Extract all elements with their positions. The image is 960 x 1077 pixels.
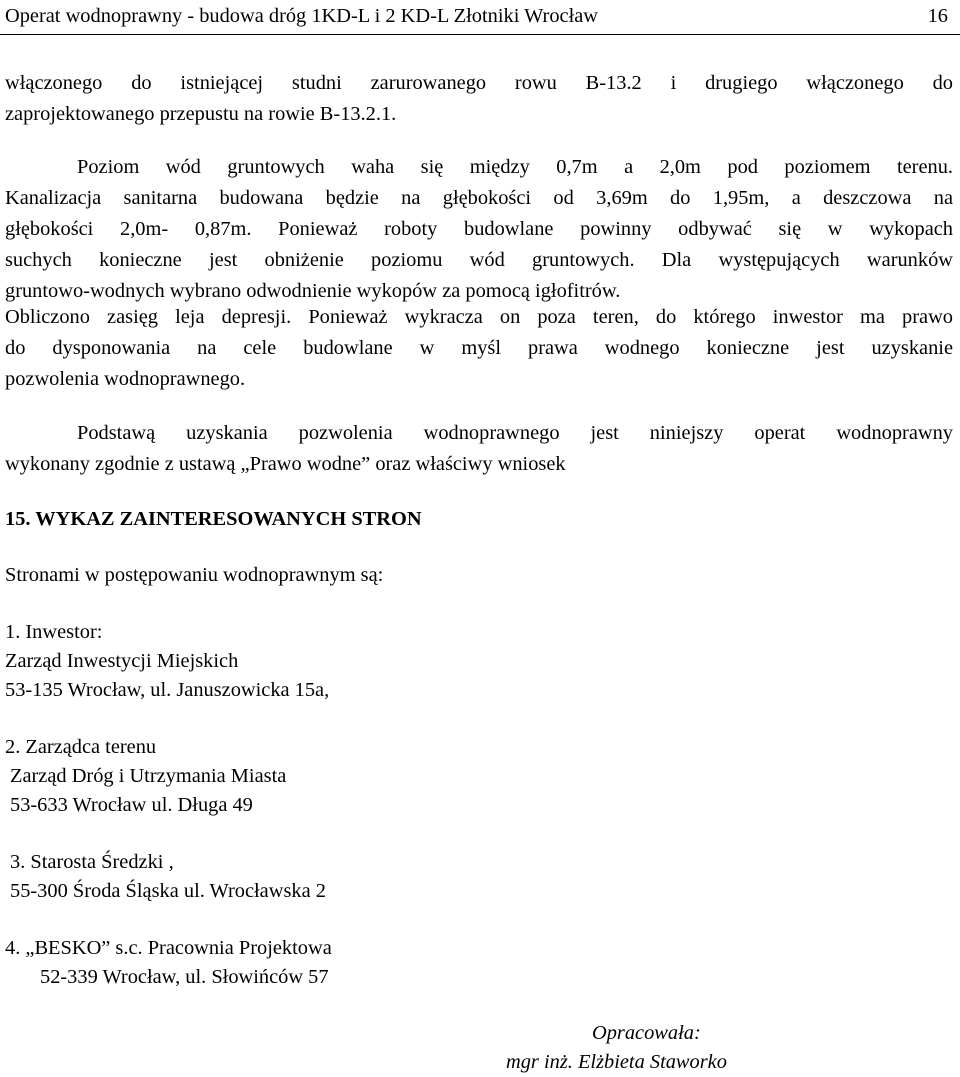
party-line: Zarząd Dróg i Utrzymania Miasta: [10, 765, 287, 787]
party-line: 53-135 Wrocław, ul. Januszowicka 15a,: [5, 679, 330, 701]
party-line: 1. Inwestor:: [5, 621, 103, 643]
groundwater-line: gruntowo-wodnych wybrano odwodnienie wykopów za pomocą igłofitrów.: [5, 280, 621, 302]
party-line: Zarząd Inwestycji Miejskich: [5, 650, 239, 672]
parties-intro: Stronami w postępowaniu wodnoprawnym są:: [5, 564, 384, 586]
party-line: 2. Zarządca terenu: [5, 736, 157, 758]
section-heading: 15. WYKAZ ZAINTERESOWANYCH STRON: [5, 508, 422, 530]
page-header: [0, 0, 960, 35]
page-number: 16: [927, 5, 948, 27]
header-title: Operat wodnoprawny - budowa dróg 1KD-L i 2 KD-L Złotniki Wrocław: [5, 5, 599, 27]
groundwater-line: do dysponowania na cele budowlane w myśl prawa wodnego konieczne jest uzyskanie: [5, 337, 953, 359]
basis-line: Podstawą uzyskania pozwolenia wodnoprawnego jest niniejszy operat wodnoprawny: [77, 422, 953, 444]
signature-label: Opracowała:: [592, 1022, 701, 1044]
groundwater-line: Kanalizacja sanitarna budowana będzie na głębokości od 3,69m do 1,95m, a deszczowa na: [5, 187, 953, 209]
party-line: 4. „BESKO” s.c. Pracownia Projektowa: [5, 937, 332, 959]
groundwater-line: pozwolenia wodnoprawnego.: [5, 368, 246, 390]
party-line: 55-300 Środa Śląska ul. Wrocławska 2: [10, 880, 326, 902]
basis-line: wykonany zgodnie z ustawą „Prawo wodne” oraz właściwy wniosek: [5, 453, 566, 475]
party-line: 3. Starosta Średzki ,: [10, 851, 174, 873]
party-line: 52-339 Wrocław, ul. Słowińców 57: [40, 966, 329, 988]
intro-line: zaprojektowanego przepustu na rowie B-13.2.1.: [5, 103, 397, 125]
party-line: 53-633 Wrocław ul. Długa 49: [10, 794, 253, 816]
groundwater-line: suchych konieczne jest obniżenie poziomu wód gruntowych. Dla występujących warunków: [5, 249, 953, 271]
groundwater-line: Obliczono zasięg leja depresji. Ponieważ wykracza on poza teren, do którego inwestor ma prawo: [5, 306, 953, 328]
intro-line: włączonego do istniejącej studni zarurowanego rowu B-13.2 i drugiego włączonego do: [5, 72, 953, 94]
groundwater-line: głębokości 2,0m- 0,87m. Ponieważ roboty budowlane powinny odbywać się w wykopach: [5, 218, 953, 240]
groundwater-line: Poziom wód gruntowych waha się między 0,7m a 2,0m pod poziomem terenu.: [77, 156, 953, 178]
signature-name: mgr inż. Elżbieta Staworko: [506, 1051, 727, 1073]
